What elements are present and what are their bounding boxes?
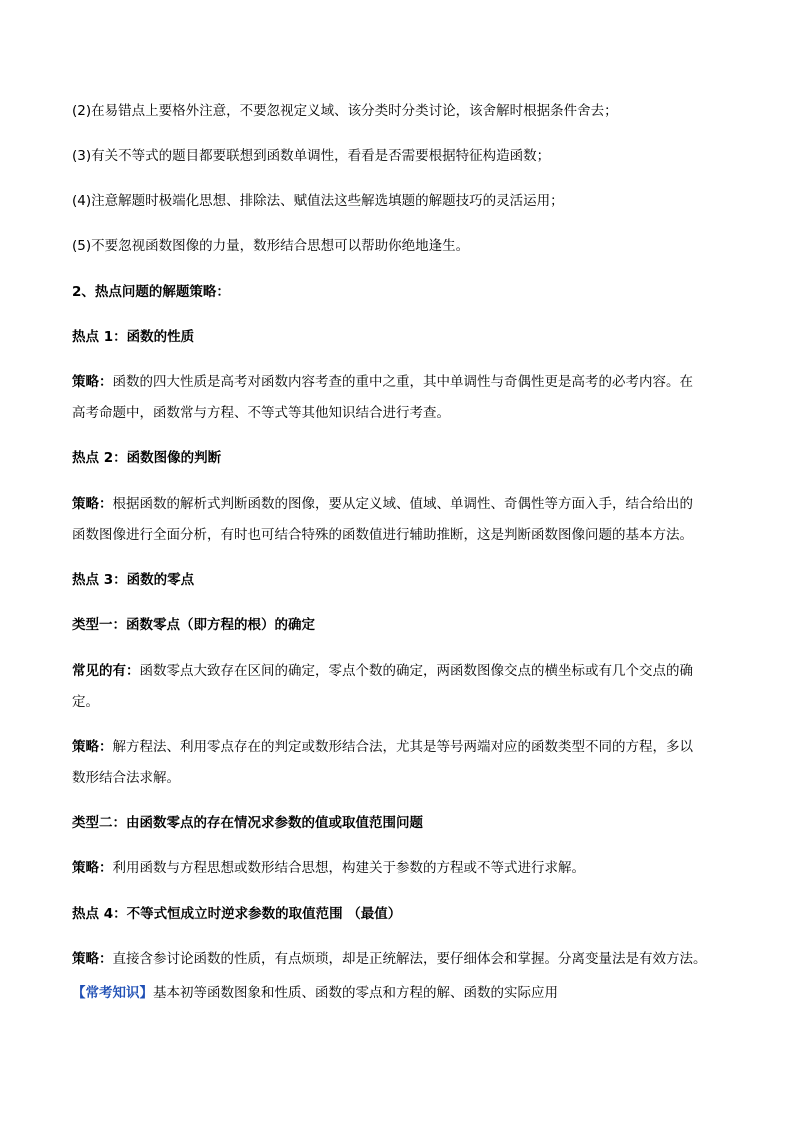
tip-3: (3)有关不等式的题目都要联想到函数单调性，看看是否需要根据特征构造函数；	[72, 148, 551, 164]
hot1-strategy-line1	[72, 372, 772, 392]
common-knowledge-text: 基本初等函数图象和性质、函数的零点和方程的解、函数的实际应用	[153, 985, 558, 1001]
section-2-heading: 2、热点问题的解题策略：	[72, 284, 230, 300]
hot4-heading: 热点 4：不等式恒成立时逆求参数的取值范围 （最值）	[72, 906, 402, 922]
hot3-strategy1-line2: 数形结合法求解。	[72, 770, 180, 786]
hot3-type1-heading: 类型一：函数零点（即方程的根）的确定	[72, 617, 315, 633]
hot1-strategy-line2: 高考命题中，函数常与方程、不等式等其他知识结合进行考查。	[72, 405, 450, 421]
strategy-label: 策略：	[72, 951, 113, 967]
common-knowledge-tag: 【常考知识】	[72, 985, 153, 1001]
tip-4: (4)注意解题时极端化思想、排除法、赋值法这些解选填题的解题技巧的灵活运用；	[72, 193, 564, 209]
strategy-text: 利用函数与方程思想或数形结合思想，构建关于参数的方程或不等式进行求解。	[112, 860, 585, 876]
hot2-strategy-line1	[72, 494, 772, 514]
hot3-common-line1	[72, 661, 772, 681]
strategy-label: 策略：	[72, 496, 113, 512]
strategy-label: 策略：	[72, 739, 113, 755]
tip-5: (5)不要忽视函数图像的力量，数形结合思想可以帮助你绝地逢生。	[72, 238, 470, 254]
strategy-label: 策略：	[72, 374, 113, 390]
strategy-label: 策略：	[72, 860, 113, 876]
tip-2: (2)在易错点上要格外注意，不要忽视定义域、该分类时分类讨论，该舍解时根据条件舍去；	[72, 103, 618, 119]
strategy-text: 解方程法、利用零点存在的判定或数形结合法，尤其是等号两端对应的函数类型不同的方程，多以	[112, 739, 693, 755]
hot3-strategy1-line1	[72, 737, 772, 757]
common-label: 常见的有：	[72, 663, 140, 679]
hot2-heading: 热点 2：函数图像的判断	[72, 450, 222, 466]
hot4-strategy-line1	[72, 949, 772, 969]
hot1-heading: 热点 1：函数的性质	[72, 329, 195, 345]
hot3-heading: 热点 3：函数的零点	[72, 572, 195, 588]
strategy-text: 直接含参讨论函数的性质，有点烦琐，却是正统解法，要仔细体会和掌握。分离变量法是有效方法。	[112, 951, 707, 967]
common-text: 函数零点大致存在区间的确定，零点个数的确定，两函数图像交点的横坐标或有几个交点的确	[139, 663, 693, 679]
hot3-type2-heading: 类型二：由函数零点的存在情况求参数的值或取值范围问题	[72, 815, 423, 831]
common-knowledge-line	[72, 983, 772, 1003]
strategy-text: 根据函数的解析式判断函数的图像，要从定义域、值域、单调性、奇偶性等方面入手，结合给出的	[112, 496, 693, 512]
hot3-strategy2-line1	[72, 858, 772, 878]
hot2-strategy-line2: 函数图像进行全面分析，有时也可结合特殊的函数值进行辅助推断，这是判断函数图像问题的基本方法。	[72, 527, 693, 543]
strategy-text: 函数的四大性质是高考对函数内容考查的重中之重，其中单调性与奇偶性更是高考的必考内容。在	[112, 374, 693, 390]
hot3-common-line2: 定。	[72, 694, 99, 710]
